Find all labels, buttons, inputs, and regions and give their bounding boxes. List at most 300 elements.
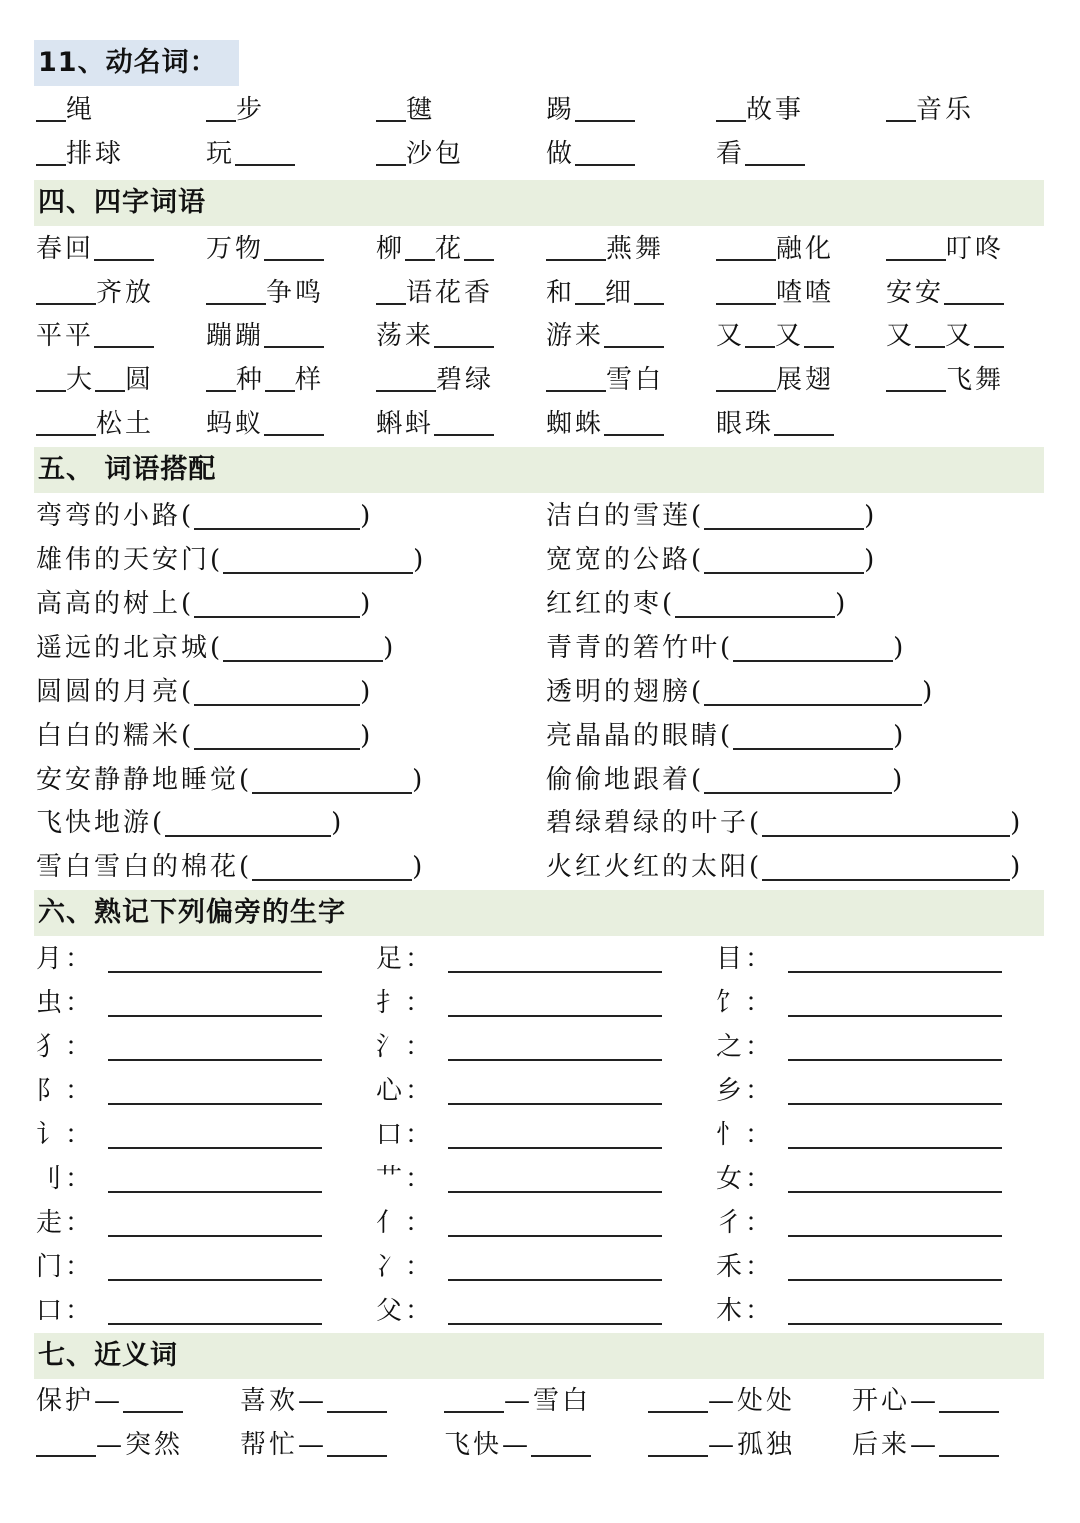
exercise-row <box>36 1113 1046 1157</box>
exercise-item <box>716 937 1002 981</box>
exercise-item <box>716 1245 1002 1289</box>
item-text: 洁白的雪莲( <box>546 501 705 531</box>
close-paren: ) <box>360 677 374 707</box>
item-text: 融化 <box>776 234 835 264</box>
answer-blank[interactable] <box>733 634 893 662</box>
item-text: 绳 <box>66 95 96 125</box>
exercise-item <box>36 88 95 132</box>
answer-blank[interactable] <box>648 1428 708 1457</box>
exercise-row <box>36 626 1046 670</box>
close-paren: ) <box>893 721 907 751</box>
answer-line[interactable] <box>788 989 1002 1017</box>
item-text: 春回 <box>36 234 95 264</box>
answer-blank[interactable] <box>206 276 266 305</box>
answer-blank[interactable] <box>604 319 664 348</box>
exercise-item <box>546 626 906 670</box>
exercise-item <box>376 1113 662 1157</box>
exercise-item <box>716 88 804 132</box>
exercise-item <box>206 132 295 176</box>
exercise-item <box>36 670 373 714</box>
item-text: 柳 <box>376 234 406 264</box>
answer-blank[interactable] <box>634 276 664 305</box>
answer-line[interactable] <box>788 945 1002 973</box>
item-text: 种 <box>236 365 266 395</box>
answer-line[interactable] <box>108 989 322 1017</box>
answer-blank[interactable] <box>376 137 406 166</box>
answer-blank[interactable] <box>194 590 360 618</box>
exercise-item <box>206 402 324 446</box>
answer-blank[interactable] <box>434 407 494 436</box>
exercise-item <box>444 1423 591 1467</box>
answer-blank[interactable] <box>252 766 412 794</box>
exercise-item <box>546 402 664 446</box>
close-paren: ) <box>893 633 907 663</box>
exercise-row <box>36 227 1046 271</box>
item-text: 样 <box>295 365 325 395</box>
radical-label: 足： <box>376 944 435 974</box>
exercise-item <box>546 714 906 758</box>
item-text: 喜欢— <box>240 1386 328 1416</box>
answer-blank[interactable] <box>704 546 864 574</box>
item-text: 圆圆的月亮( <box>36 677 195 707</box>
exercise-item <box>206 358 324 402</box>
exercise-row <box>36 88 1046 132</box>
close-paren: ) <box>864 545 878 575</box>
exercise-item <box>36 981 322 1025</box>
answer-blank[interactable] <box>546 232 606 261</box>
answer-blank[interactable] <box>745 319 775 348</box>
exercise-item <box>716 132 805 176</box>
answer-line[interactable] <box>108 1297 322 1325</box>
exercise-item <box>36 1025 322 1069</box>
exercise-item <box>886 358 1004 402</box>
exercise-row <box>36 981 1046 1025</box>
answer-line[interactable] <box>448 1165 662 1193</box>
answer-line[interactable] <box>108 1033 322 1061</box>
item-text: 万物 <box>206 234 265 264</box>
exercise-item <box>546 801 1023 845</box>
exercise-item <box>36 1245 322 1289</box>
item-text: 做 <box>546 139 576 169</box>
close-paren: ) <box>360 721 374 751</box>
answer-blank[interactable] <box>206 93 236 122</box>
item-text: 争鸣 <box>266 278 325 308</box>
radical-label: 心： <box>376 1076 435 1106</box>
answer-line[interactable] <box>108 945 322 973</box>
answer-line[interactable] <box>788 1209 1002 1237</box>
answer-blank[interactable] <box>36 407 96 436</box>
item-text: 展翅 <box>776 365 835 395</box>
exercise-item <box>546 494 877 538</box>
exercise-item <box>36 626 396 670</box>
item-text: 语花香 <box>406 278 494 308</box>
answer-blank[interactable] <box>974 319 1004 348</box>
item-text: 帮忙— <box>240 1430 328 1460</box>
radical-label: 艹： <box>376 1164 435 1194</box>
answer-blank[interactable] <box>327 1384 387 1413</box>
item-text: 开心— <box>852 1386 940 1416</box>
section-11-heading: 11、动名词： <box>34 40 239 86</box>
exercise-item <box>716 271 834 315</box>
exercise-item <box>376 227 494 271</box>
section-5-heading: 五、 词语搭配 <box>34 447 1044 493</box>
item-text: —雪白 <box>504 1386 592 1416</box>
exercise-item <box>546 845 1023 889</box>
answer-blank[interactable] <box>376 276 406 305</box>
item-text: —孤独 <box>708 1430 796 1460</box>
exercise-item <box>376 1201 662 1245</box>
exercise-item <box>852 1423 999 1467</box>
answer-blank[interactable] <box>165 809 331 837</box>
answer-line[interactable] <box>788 1121 1002 1149</box>
answer-blank[interactable] <box>648 1384 708 1413</box>
answer-blank[interactable] <box>405 232 435 261</box>
exercise-item <box>36 1113 322 1157</box>
close-paren: ) <box>360 501 374 531</box>
answer-blank[interactable] <box>575 276 605 305</box>
item-text: 偷偷地跟着( <box>546 765 705 795</box>
answer-blank[interactable] <box>265 363 295 392</box>
item-text: 雄伟的天安门( <box>36 545 224 575</box>
exercise-row <box>36 314 1046 358</box>
answer-blank[interactable] <box>264 232 324 261</box>
exercise-item <box>886 227 1004 271</box>
item-text: 圆 <box>125 365 155 395</box>
answer-blank[interactable] <box>939 1384 999 1413</box>
item-text: 踢 <box>546 95 576 125</box>
answer-line[interactable] <box>448 989 662 1017</box>
exercise-row <box>36 402 1046 446</box>
answer-blank[interactable] <box>36 276 96 305</box>
radical-label: 月： <box>36 944 95 974</box>
close-paren: ) <box>412 765 426 795</box>
exercise-item <box>716 358 834 402</box>
exercise-item <box>36 758 425 802</box>
close-paren: ) <box>331 808 345 838</box>
exercise-row <box>36 1157 1046 1201</box>
radical-label: 女： <box>716 1164 775 1194</box>
close-paren: ) <box>922 677 936 707</box>
item-text: 细 <box>605 278 635 308</box>
exercise-row <box>36 132 1046 176</box>
exercise-item <box>444 1379 591 1423</box>
item-text: 保护— <box>36 1386 124 1416</box>
exercise-item <box>240 1379 387 1423</box>
answer-blank[interactable] <box>762 853 1010 881</box>
item-text: 飞快地游( <box>36 808 166 838</box>
exercise-item <box>716 314 834 358</box>
item-text: —处处 <box>708 1386 796 1416</box>
answer-blank[interactable] <box>575 93 635 122</box>
item-text: 毽 <box>406 95 436 125</box>
answer-blank[interactable] <box>546 363 606 392</box>
item-text: 弯弯的小路( <box>36 501 195 531</box>
answer-blank[interactable] <box>716 232 776 261</box>
answer-blank[interactable] <box>264 407 324 436</box>
answer-line[interactable] <box>788 1077 1002 1105</box>
answer-blank[interactable] <box>704 678 922 706</box>
answer-line[interactable] <box>448 1033 662 1061</box>
item-text: 飞舞 <box>946 365 1005 395</box>
item-text: 白白的糯米( <box>36 721 195 751</box>
answer-blank[interactable] <box>716 363 776 392</box>
answer-blank[interactable] <box>36 137 66 166</box>
answer-blank[interactable] <box>804 319 834 348</box>
answer-blank[interactable] <box>444 1384 504 1413</box>
answer-blank[interactable] <box>194 502 360 530</box>
answer-blank[interactable] <box>36 363 66 392</box>
exercise-row <box>36 845 1046 889</box>
radical-label: 禾： <box>716 1252 775 1282</box>
answer-line[interactable] <box>448 1297 662 1325</box>
item-text: 安安静静地睡觉( <box>36 765 253 795</box>
answer-blank[interactable] <box>36 93 66 122</box>
exercise-item <box>36 1289 322 1333</box>
item-text: 齐放 <box>96 278 155 308</box>
answer-line[interactable] <box>108 1121 322 1149</box>
answer-line[interactable] <box>448 1253 662 1281</box>
answer-blank[interactable] <box>464 232 494 261</box>
item-text: 沙包 <box>406 139 465 169</box>
radical-label: 之： <box>716 1032 775 1062</box>
answer-blank[interactable] <box>716 276 776 305</box>
exercise-item <box>546 758 905 802</box>
exercise-item <box>36 494 373 538</box>
exercise-item <box>716 1025 1002 1069</box>
radical-label: 口： <box>36 1296 95 1326</box>
answer-blank[interactable] <box>235 137 295 166</box>
radical-label: 阝： <box>36 1076 95 1106</box>
section-6-heading: 六、熟记下列偏旁的生字 <box>34 890 1044 936</box>
answer-blank[interactable] <box>915 319 945 348</box>
item-text: 雪白雪白的棉花( <box>36 852 253 882</box>
answer-line[interactable] <box>448 1209 662 1237</box>
exercise-item <box>716 402 834 446</box>
item-text: 又 <box>886 321 916 351</box>
radical-label: 走： <box>36 1208 95 1238</box>
exercise-row <box>36 1069 1046 1113</box>
answer-blank[interactable] <box>745 137 805 166</box>
item-text: 蝌蚪 <box>376 409 435 439</box>
close-paren: ) <box>412 852 426 882</box>
answer-blank[interactable] <box>575 137 635 166</box>
answer-line[interactable] <box>108 1209 322 1237</box>
exercise-item <box>36 1379 183 1423</box>
exercise-row <box>36 582 1046 626</box>
exercise-item <box>376 1289 662 1333</box>
exercise-item <box>546 582 848 626</box>
exercise-item <box>716 1113 1002 1157</box>
exercise-item <box>376 1069 662 1113</box>
answer-blank[interactable] <box>774 407 834 436</box>
item-text: 又 <box>945 321 975 351</box>
item-text: 看 <box>716 139 746 169</box>
exercise-item <box>546 271 664 315</box>
exercise-row <box>36 758 1046 802</box>
exercise-row <box>36 801 1046 845</box>
exercise-item <box>376 358 494 402</box>
exercise-item <box>648 1379 795 1423</box>
item-text: 松土 <box>96 409 155 439</box>
exercise-item <box>546 314 664 358</box>
radical-label: 乡： <box>716 1076 775 1106</box>
answer-blank[interactable] <box>531 1428 591 1457</box>
exercise-item <box>886 314 1004 358</box>
answer-blank[interactable] <box>939 1428 999 1457</box>
item-text: 碧绿 <box>436 365 495 395</box>
exercise-item <box>376 937 662 981</box>
section-7-heading: 七、近义词 <box>34 1333 1044 1379</box>
item-text: 青青的箬竹叶( <box>546 633 734 663</box>
answer-blank[interactable] <box>704 766 892 794</box>
item-text: 故事 <box>746 95 805 125</box>
answer-line[interactable] <box>788 1165 1002 1193</box>
exercise-item <box>36 1069 322 1113</box>
radical-label: 冫： <box>376 1252 435 1282</box>
section-4-heading: 四、四字词语 <box>34 180 1044 226</box>
answer-blank[interactable] <box>733 722 893 750</box>
close-paren: ) <box>864 501 878 531</box>
answer-blank[interactable] <box>716 93 746 122</box>
item-text: 亮晶晶的眼睛( <box>546 721 734 751</box>
exercise-item <box>716 1157 1002 1201</box>
exercise-item <box>36 314 154 358</box>
item-text: 蜘蛛 <box>546 409 605 439</box>
exercise-item <box>716 1069 1002 1113</box>
exercise-item <box>36 937 322 981</box>
close-paren: ) <box>892 765 906 795</box>
exercise-row <box>36 271 1046 315</box>
answer-blank[interactable] <box>94 232 154 261</box>
answer-blank[interactable] <box>886 363 946 392</box>
answer-blank[interactable] <box>95 363 125 392</box>
answer-blank[interactable] <box>123 1384 183 1413</box>
radical-label: 门： <box>36 1252 95 1282</box>
item-text: 平平 <box>36 321 95 351</box>
exercise-item <box>852 1379 999 1423</box>
item-text: 蹦蹦 <box>206 321 265 351</box>
exercise-item <box>240 1423 387 1467</box>
answer-blank[interactable] <box>675 590 835 618</box>
radical-label: 虫： <box>36 988 95 1018</box>
answer-blank[interactable] <box>223 546 413 574</box>
item-text: 排球 <box>66 139 125 169</box>
item-text: 后来— <box>852 1430 940 1460</box>
exercise-row <box>36 714 1046 758</box>
exercise-item <box>376 88 435 132</box>
answer-blank[interactable] <box>704 502 864 530</box>
answer-line[interactable] <box>788 1253 1002 1281</box>
exercise-item <box>36 1423 183 1467</box>
exercise-row <box>36 1025 1046 1069</box>
exercise-item <box>36 845 425 889</box>
answer-blank[interactable] <box>194 678 360 706</box>
exercise-item <box>376 402 494 446</box>
exercise-item <box>546 358 664 402</box>
answer-blank[interactable] <box>94 319 154 348</box>
answer-line[interactable] <box>448 945 662 973</box>
close-paren: ) <box>383 633 397 663</box>
item-text: 步 <box>236 95 266 125</box>
exercise-item <box>716 981 1002 1025</box>
item-text: 透明的翅膀( <box>546 677 705 707</box>
radical-label: 木： <box>716 1296 775 1326</box>
answer-line[interactable] <box>108 1077 322 1105</box>
item-text: 雪白 <box>606 365 665 395</box>
exercise-item <box>546 670 935 714</box>
radical-label: 彳： <box>716 1208 775 1238</box>
item-text: 燕舞 <box>606 234 665 264</box>
exercise-item <box>36 801 344 845</box>
answer-blank[interactable] <box>206 363 236 392</box>
answer-blank[interactable] <box>252 853 412 881</box>
answer-blank[interactable] <box>223 634 383 662</box>
item-text: 遥远的北京城( <box>36 633 224 663</box>
exercise-item <box>376 271 493 315</box>
answer-line[interactable] <box>788 1297 1002 1325</box>
answer-line[interactable] <box>108 1253 322 1281</box>
exercise-item <box>36 714 373 758</box>
answer-blank[interactable] <box>327 1428 387 1457</box>
answer-line[interactable] <box>448 1121 662 1149</box>
answer-line[interactable] <box>108 1165 322 1193</box>
radical-label: 讠： <box>36 1120 95 1150</box>
exercise-item <box>546 227 664 271</box>
exercise-item <box>376 1157 662 1201</box>
exercise-item <box>716 227 834 271</box>
answer-blank[interactable] <box>886 232 946 261</box>
item-text: 蚂蚁 <box>206 409 265 439</box>
answer-blank[interactable] <box>434 319 494 348</box>
exercise-item <box>716 1289 1002 1333</box>
exercise-item <box>206 271 324 315</box>
close-paren: ) <box>1010 808 1024 838</box>
radical-label: 目： <box>716 944 775 974</box>
answer-line[interactable] <box>448 1077 662 1105</box>
answer-blank[interactable] <box>36 1428 96 1457</box>
answer-blank[interactable] <box>376 93 406 122</box>
exercise-item <box>36 358 154 402</box>
exercise-item <box>886 271 1004 315</box>
answer-blank[interactable] <box>886 93 916 122</box>
item-text: 火红火红的太阳( <box>546 852 763 882</box>
exercise-item <box>206 88 265 132</box>
exercise-item <box>206 314 324 358</box>
item-text: 高高的树上( <box>36 589 195 619</box>
item-text: 眼珠 <box>716 409 775 439</box>
answer-blank[interactable] <box>762 809 1010 837</box>
answer-blank[interactable] <box>376 363 436 392</box>
item-text: 宽宽的公路( <box>546 545 705 575</box>
exercise-row <box>36 1423 1046 1467</box>
item-text: 玩 <box>206 139 236 169</box>
answer-blank[interactable] <box>604 407 664 436</box>
exercise-item <box>376 314 494 358</box>
answer-blank[interactable] <box>194 722 360 750</box>
exercise-item <box>376 981 662 1025</box>
answer-line[interactable] <box>788 1033 1002 1061</box>
exercise-item <box>36 402 154 446</box>
exercise-item <box>546 132 635 176</box>
exercise-item <box>206 227 324 271</box>
answer-blank[interactable] <box>264 319 324 348</box>
radical-label: 亻： <box>376 1208 435 1238</box>
exercise-item <box>546 88 635 132</box>
answer-blank[interactable] <box>944 276 1004 305</box>
exercise-item <box>376 132 464 176</box>
item-text: 红红的枣( <box>546 589 676 619</box>
exercise-row <box>36 1245 1046 1289</box>
